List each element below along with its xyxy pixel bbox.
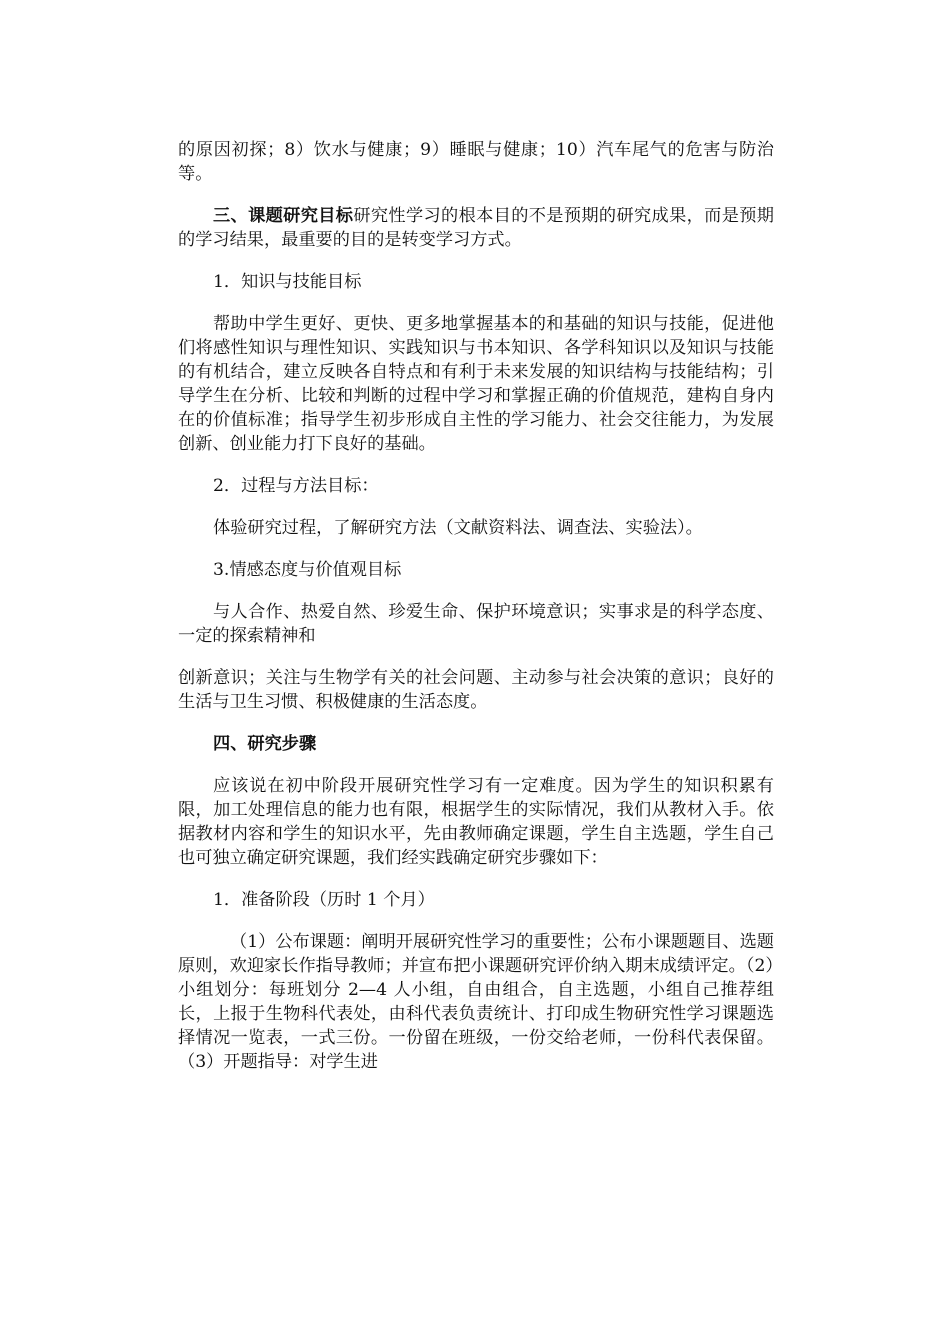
section-4-heading: 四、研究步骤	[213, 734, 317, 754]
document-page	[178, 138, 774, 1074]
goal-2-title: 2．过程与方法目标：	[213, 476, 379, 496]
section-3-paragraph	[178, 204, 774, 252]
goal-3-title: 3.情感态度与价值观目标	[213, 560, 402, 580]
goal-2-text: 体验研究过程，了解研究方法（文献资料法、调查法、实验法）。	[213, 518, 703, 538]
paragraph-continuation: 的原因初探；8）饮水与健康；9）睡眠与健康；10）汽车尾气的危害与防治等。	[178, 140, 774, 184]
section-3-text: 研究性学习的根本目的不是预期的研究成果，而是预期的学习结果，最重要的目的是转变学习方式。	[178, 206, 774, 250]
section-4-text: 应该说在初中阶段开展研究性学习有一定难度。因为学生的知识积累有限，加工处理信息的能力也有限，根据学生的实际情况，我们从教材入手。依据教材内容和学生的知识水平，先由教师确定课题，学生自主选题，学生自己也可独立确定研究课题，我们经实践确定研究步骤如下：	[178, 776, 774, 868]
step-1-title: 1．准备阶段（历时 1 个月）	[213, 890, 435, 910]
goal-1-text: 帮助中学生更好、更快、更多地掌握基本的和基础的知识与技能，促进他们将感性知识与理性知识、实践知识与书本知识、各学科知识以及知识与技能的有机结合，建立反映各自特点和有利于未来发展的知识结构与技能结构；引导学生在分析、比较和判断的过程中学习和掌握正确的价值规范，建构自身内在的价值标准；指导学生初步形成自主性的学习能力、社会交往能力，为发展创新、创业能力打下良好的基础。	[178, 314, 774, 454]
goal-1-title: 1．知识与技能目标	[213, 272, 362, 292]
section-3-heading: 三、课题研究目标	[213, 206, 354, 226]
goal-3-text-b: 创新意识；关注与生物学有关的社会问题、主动参与社会决策的意识；良好的生活与卫生习惯、积极健康的生活态度。	[178, 668, 774, 712]
step-1-text: （1）公布课题：阐明开展研究性学习的重要性；公布小课题题目、选题原则，欢迎家长作指导教师；并宣布把小课题研究评价纳入期末成绩评定。（2）小组划分：每班划分 2—4 人小组，自由组合，自主选题，小组自己推荐组长，上报于生物科代表处，由科代表负责统计、打印成生物研究性学习课题选择情况一览表，一式三份。一份留在班级，一份交给老师，一份科代表保留。（3）开题指导：对学生进	[178, 932, 774, 1072]
goal-3-text-a: 与人合作、热爱自然、珍爱生命、保护环境意识；实事求是的科学态度、一定的探索精神和	[178, 602, 774, 646]
